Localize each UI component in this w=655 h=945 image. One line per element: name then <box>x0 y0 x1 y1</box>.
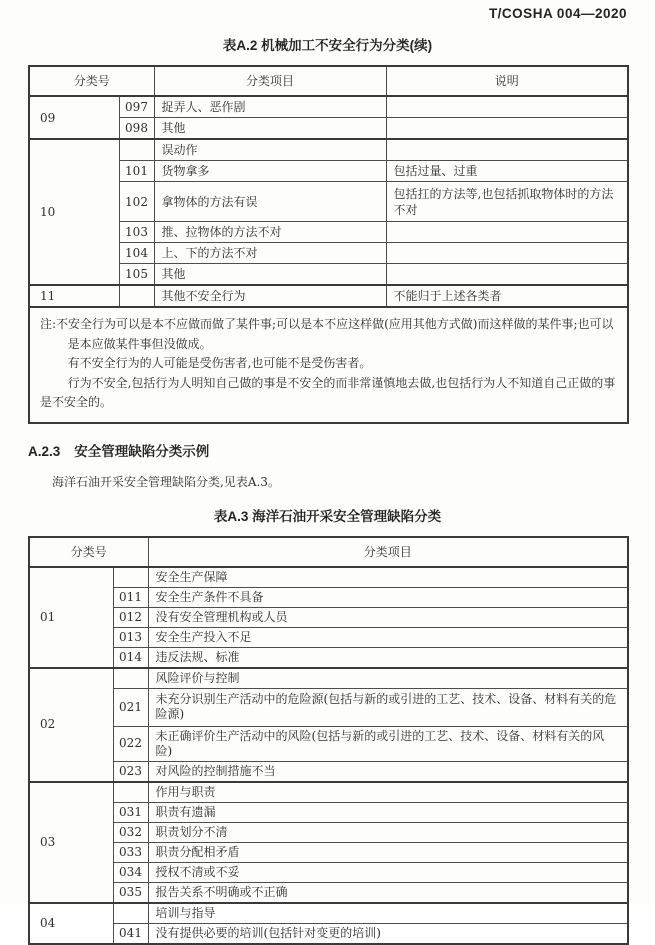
header-cell-code: 分类号 <box>29 66 154 96</box>
sub-code-cell: 102 <box>119 182 154 222</box>
header-cell-item: 分类项目 <box>148 537 628 567</box>
item-cell: 没有提供必要的培训(包括针对变更的培训) <box>148 923 628 944</box>
section-heading <box>28 440 627 460</box>
section-heading-number: A.2.3 <box>28 443 61 459</box>
group-code-01: 01 <box>29 567 113 668</box>
sub-code-cell: 014 <box>113 647 148 668</box>
table-row <box>29 668 628 689</box>
group-code-10: 10 <box>29 139 119 285</box>
sub-code-cell: 104 <box>119 243 154 264</box>
table-a2-title: 表A.2 机械加工不安全行为分类(续) <box>222 38 433 53</box>
desc-cell <box>386 243 628 264</box>
desc-cell <box>386 139 628 161</box>
table-row <box>29 161 628 182</box>
sub-code-cell <box>113 668 148 689</box>
table-a3 <box>28 536 629 945</box>
table-a3-header-row <box>29 537 628 567</box>
table-row <box>29 802 628 822</box>
table-a2-header-row <box>29 66 628 96</box>
table-row <box>29 607 628 627</box>
item-cell: 职责划分不清 <box>148 822 628 842</box>
item-cell: 其他 <box>154 118 386 140</box>
item-cell: 货物拿多 <box>154 161 386 182</box>
table-row <box>29 822 628 842</box>
item-cell: 捉弄人、恶作剧 <box>154 96 386 118</box>
item-cell: 推、拉物体的方法不对 <box>154 222 386 243</box>
table-row <box>29 264 628 286</box>
item-cell: 授权不清或不妥 <box>148 862 628 882</box>
desc-cell <box>386 118 628 140</box>
sub-code-cell: 041 <box>113 923 148 944</box>
item-cell: 风险评价与控制 <box>148 668 628 689</box>
sub-code-cell: 103 <box>119 222 154 243</box>
item-cell: 作用与职责 <box>148 782 628 803</box>
item-cell: 职责有遗漏 <box>148 802 628 822</box>
item-cell: 其他不安全行为 <box>154 285 386 307</box>
item-cell: 安全生产保障 <box>148 567 628 588</box>
table-row <box>29 627 628 647</box>
table-row <box>29 96 628 118</box>
sub-code-cell: 098 <box>119 118 154 140</box>
sub-code-cell <box>113 903 148 924</box>
sub-code-cell <box>113 567 148 588</box>
sub-code-cell: 101 <box>119 161 154 182</box>
item-cell: 对风险的控制措施不当 <box>148 761 628 782</box>
section-heading-title: 安全管理缺陷分类示例 <box>74 443 210 459</box>
item-cell: 上、下的方法不对 <box>154 243 386 264</box>
item-cell: 未充分识别生产活动中的危险源(包括与新的或引进的工艺、技术、设备、材料有关的危险源) <box>148 688 628 726</box>
item-cell: 安全生产条件不具备 <box>148 587 628 607</box>
table-row <box>29 139 628 161</box>
note-paragraph-2: 有不安全行为的人可能是受伤害者,也可能不是受伤害者。 <box>67 356 372 370</box>
sub-code-cell: 021 <box>113 688 148 726</box>
table-a2 <box>28 65 629 424</box>
sub-code-cell: 012 <box>113 607 148 627</box>
table-row <box>29 782 628 803</box>
item-cell: 没有安全管理机构或人员 <box>148 607 628 627</box>
item-cell: 培训与指导 <box>148 903 628 924</box>
item-cell: 误动作 <box>154 139 386 161</box>
group-code-09: 09 <box>29 96 119 139</box>
desc-cell: 不能归于上述各类者 <box>386 285 628 307</box>
group-code-04: 04 <box>29 903 113 944</box>
table-a3-title: 表A.3 海洋石油开采安全管理缺陷分类 <box>213 508 442 524</box>
note-paragraph-3: 行为不安全,包括行为人明知自己做的事是不安全的而非常谨慎地去做,也包括行为人不知道自己正做的事是不安全的。 <box>40 375 616 409</box>
desc-cell <box>386 222 628 243</box>
table-row <box>29 842 628 862</box>
group-code-03: 03 <box>29 782 113 903</box>
table-row <box>29 882 628 903</box>
header-cell-code: 分类号 <box>29 537 148 567</box>
item-cell: 其他 <box>154 264 386 286</box>
table-row <box>29 903 628 924</box>
intro-paragraph: 海洋石油开采安全管理缺陷分类,见表A.3。 <box>52 474 280 489</box>
desc-cell: 包括过量、过重 <box>386 161 628 182</box>
sub-code-cell <box>119 285 154 307</box>
item-cell: 报告关系不明确或不正确 <box>148 882 628 903</box>
sub-code-cell: 105 <box>119 264 154 286</box>
header-cell-desc: 说明 <box>386 66 628 96</box>
table-row <box>29 285 628 307</box>
sub-code-cell: 032 <box>113 822 148 842</box>
table-row <box>29 647 628 668</box>
table-note-row <box>29 307 628 423</box>
item-cell: 拿物体的方法有误 <box>154 182 386 222</box>
table-row <box>29 182 628 222</box>
sub-code-cell: 035 <box>113 882 148 903</box>
table-row <box>29 862 628 882</box>
sub-code-cell <box>119 139 154 161</box>
desc-cell <box>386 96 628 118</box>
note-text-1: 不安全行为可以是本不应做而做了某件事;可以是本不应这样做(应用其他方式做)而这样做的某件事;也可以是本应做某件事但没做成。 <box>56 317 614 351</box>
group-code-02: 02 <box>29 668 113 782</box>
doc-number: T/COSHA 004—2020 <box>488 6 627 21</box>
sub-code-cell: 033 <box>113 842 148 862</box>
table-row <box>29 243 628 264</box>
table-row <box>29 587 628 607</box>
group-code-11: 11 <box>29 285 119 307</box>
table-row <box>29 118 628 140</box>
note-paragraph-1 <box>40 315 617 354</box>
table-row <box>29 222 628 243</box>
sub-code-cell: 097 <box>119 96 154 118</box>
sub-code-cell: 011 <box>113 587 148 607</box>
header-cell-item: 分类项目 <box>154 66 386 96</box>
table-row <box>29 688 628 726</box>
table-note <box>29 307 628 423</box>
sub-code-cell: 034 <box>113 862 148 882</box>
item-cell: 安全生产投入不足 <box>148 627 628 647</box>
item-cell: 职责分配相矛盾 <box>148 842 628 862</box>
desc-cell <box>386 264 628 286</box>
sub-code-cell: 023 <box>113 761 148 782</box>
table-row <box>29 567 628 588</box>
sub-code-cell <box>113 782 148 803</box>
table-row <box>29 761 628 782</box>
desc-cell: 包括扛的方法等,也包括抓取物体时的方法不对 <box>386 182 628 222</box>
item-cell: 违反法规、标准 <box>148 647 628 668</box>
table-row <box>29 923 628 944</box>
table-row <box>29 726 628 761</box>
sub-code-cell: 022 <box>113 726 148 761</box>
sub-code-cell: 031 <box>113 802 148 822</box>
item-cell: 未正确评价生产活动中的风险(包括与新的或引进的工艺、技术、设备、材料有关的风险) <box>148 726 628 761</box>
sub-code-cell: 013 <box>113 627 148 647</box>
note-label: 注: <box>40 317 57 331</box>
